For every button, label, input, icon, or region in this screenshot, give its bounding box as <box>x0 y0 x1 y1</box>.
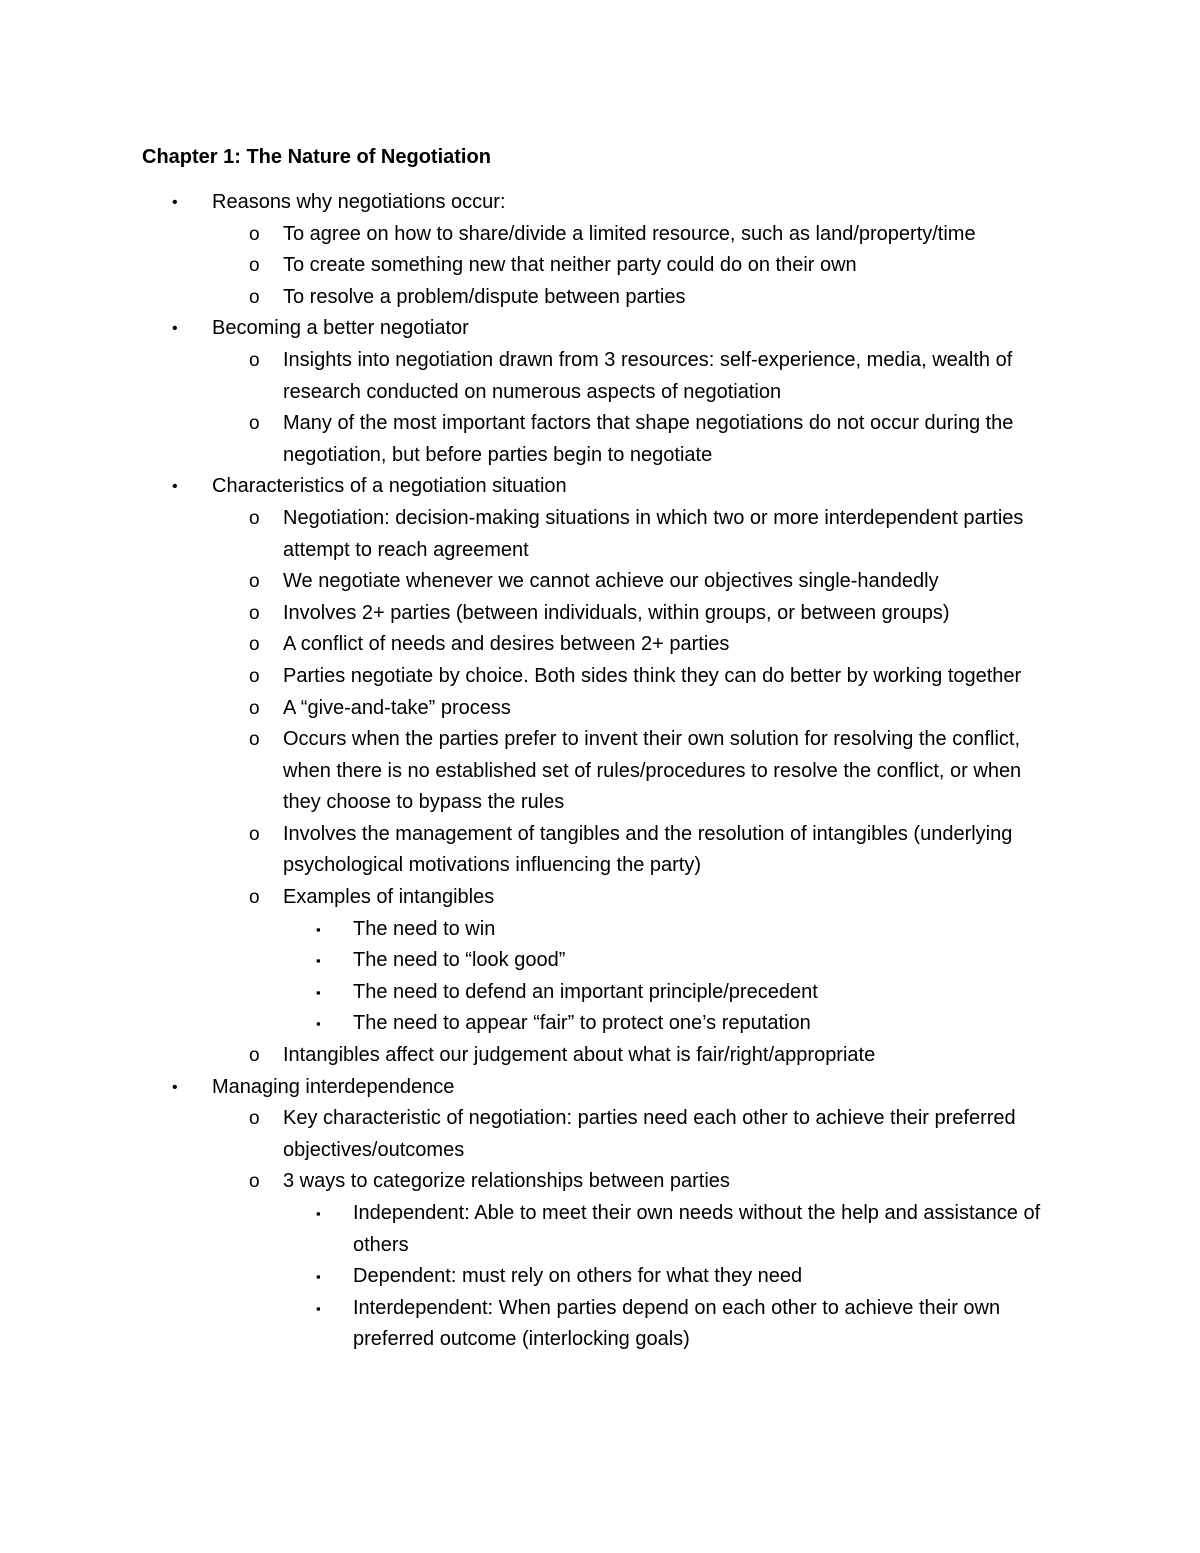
circle-bullet-icon: o <box>249 697 260 719</box>
list-item <box>0 945 1053 977</box>
list-item <box>0 724 1063 819</box>
list-item <box>0 566 1063 598</box>
section-heading: Becoming a better negotiator <box>212 317 469 340</box>
list-item <box>0 345 1063 408</box>
circle-bullet-icon: o <box>249 571 260 593</box>
list-item-text: To resolve a problem/dispute between parties <box>283 285 686 308</box>
square-bullet-icon: ▪ <box>316 1206 321 1221</box>
square-bullet-icon: ▪ <box>316 1269 321 1285</box>
list-item <box>0 977 1053 1009</box>
section-heading: Managing interdependence <box>212 1075 455 1098</box>
square-bullet-icon: ▪ <box>316 953 321 969</box>
square-bullet-icon: ▪ <box>316 921 321 937</box>
list-item <box>0 819 1063 882</box>
list-item <box>0 219 1063 251</box>
circle-bullet-icon: o <box>249 413 260 435</box>
list-item-text: To create something new that neither party could do on their own <box>283 254 857 277</box>
circle-bullet-icon: o <box>249 1108 260 1130</box>
list-item-text: Key characteristic of negotiation: parties need each other to achieve their preferred objectives/outcomes <box>283 1107 1016 1161</box>
list-item <box>0 250 1063 282</box>
bullet-icon: • <box>172 194 178 211</box>
square-bullet-icon: ▪ <box>316 1016 321 1032</box>
circle-bullet-icon: o <box>249 602 260 624</box>
list-item <box>0 1072 1200 1104</box>
sub-item-text: The need to “look good” <box>353 949 566 972</box>
list-item <box>0 1261 1053 1293</box>
circle-bullet-icon: o <box>249 286 260 308</box>
sub-item-text: The need to win <box>353 917 496 940</box>
circle-bullet-icon: o <box>249 507 260 529</box>
circle-bullet-icon: o <box>249 634 260 656</box>
section-heading: Reasons why negotiations occur: <box>212 191 506 213</box>
list-item-text: Involves the management of tangibles and the resolution of intangibles (underlying psychological motivations influencing the party) <box>283 822 1013 877</box>
bullet-icon: • <box>172 478 178 496</box>
list-item <box>0 661 1063 693</box>
list-item <box>0 882 1063 914</box>
circle-bullet-icon: o <box>249 349 260 371</box>
circle-bullet-icon: o <box>249 823 260 845</box>
list-item-text: To agree on how to share/divide a limited resource, such as land/property/time <box>283 222 976 245</box>
list-item <box>0 914 1053 946</box>
list-item <box>0 598 1063 630</box>
list-item <box>0 187 1200 219</box>
square-bullet-icon: ▪ <box>316 984 321 1000</box>
list-item <box>0 408 1063 471</box>
circle-bullet-icon: o <box>249 1045 260 1067</box>
list-item-text: A “give-and-take” process <box>283 696 511 719</box>
list-item-text: Negotiation: decision-making situations in which two or more interdependent parties attempt to reach agreement <box>283 506 1024 561</box>
list-item <box>0 282 1063 314</box>
list-item <box>0 471 1200 503</box>
list-item-text: Insights into negotiation drawn from 3 resources: self-experience, media, wealth of research conducted on numerous aspects of negotiation <box>283 348 1013 403</box>
circle-bullet-icon: o <box>249 665 260 687</box>
list-item-text: Parties negotiate by choice. Both sides think they can do better by working together <box>283 664 1022 687</box>
list-item <box>0 629 1063 661</box>
list-item-text: Involves 2+ parties (between individuals, within groups, or between groups) <box>283 601 950 624</box>
square-bullet-icon: ▪ <box>316 1300 321 1316</box>
list-item-text: Many of the most important factors that shape negotiations do not occur during the negotiation, but before parties begin to negotiate <box>283 412 1014 466</box>
circle-bullet-icon: o <box>249 729 260 751</box>
list-item-text: A conflict of needs and desires between 2+ parties <box>283 633 730 656</box>
list-item-text: Intangibles affect our judgement about what is fair/right/appropriate <box>283 1044 876 1067</box>
bullet-icon: • <box>172 1078 178 1096</box>
sub-item-text: The need to defend an important principle/precedent <box>353 980 818 1003</box>
section-heading: Characteristics of a negotiation situation <box>212 475 567 498</box>
page-title: Chapter 1: The Nature of Negotiation <box>142 146 491 168</box>
sub-item-text: The need to appear “fair” to protect one’s reputation <box>353 1012 811 1035</box>
list-item <box>0 1040 1063 1072</box>
list-item <box>0 1166 1063 1198</box>
list-item-text: Examples of intangibles <box>283 886 495 909</box>
list-item-text: Occurs when the parties prefer to invent their own solution for resolving the conflict, when there is no established set of rules/procedures to resolve the conflict, or when they choose to bypass the rules <box>283 728 1022 814</box>
circle-bullet-icon: o <box>249 1171 260 1193</box>
list-item <box>0 1198 1053 1261</box>
sub-item-text: Independent: Able to meet their own needs without the help and assistance of others <box>353 1202 1041 1256</box>
list-item <box>0 313 1200 345</box>
circle-bullet-icon: o <box>249 887 260 909</box>
circle-bullet-icon: o <box>249 255 260 277</box>
list-item <box>0 1103 1063 1166</box>
list-item <box>0 693 1063 725</box>
list-item-text: 3 ways to categorize relationships between parties <box>283 1170 730 1193</box>
sub-item-text: Interdependent: When parties depend on each other to achieve their own preferred outcome (interlocking goals) <box>353 1296 1001 1351</box>
bullet-icon: • <box>172 320 178 338</box>
list-item <box>0 503 1063 566</box>
sub-item-text: Dependent: must rely on others for what they need <box>353 1265 803 1288</box>
list-item-text: We negotiate whenever we cannot achieve our objectives single-handedly <box>283 570 939 593</box>
circle-bullet-icon: o <box>249 223 260 245</box>
outline-list <box>0 187 1200 1356</box>
list-item <box>0 1293 1053 1356</box>
list-item <box>0 1008 1053 1040</box>
